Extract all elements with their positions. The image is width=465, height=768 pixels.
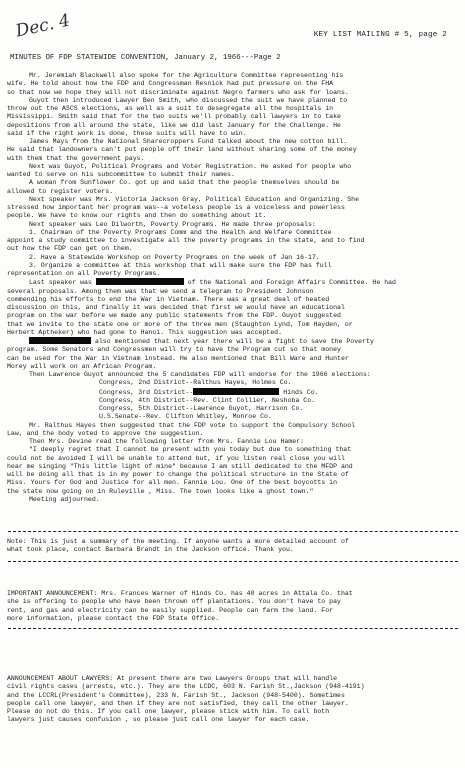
body-line: said if the right work is done, these suits will have to win. — [7, 129, 247, 137]
letter-line: could not be avoided I will be unable to attend but, if you listen real close you will — [7, 454, 345, 462]
body-line: commending his efforts to end the War in Vietnam. There was a great deal of heated — [7, 295, 330, 303]
body-line: James Mays from the National Sharecroppers Fund talked about the new cotton bill. — [29, 138, 348, 145]
announcement-line: she is offering to people who have been thrown off plantations. You don't have to pay — [7, 598, 341, 606]
lawyers-line: lawyers just causes confusion , so please just call one lawyer for each case. — [7, 716, 310, 724]
candidate-line — [7, 388, 459, 397]
note-block — [7, 538, 459, 555]
letter-line: hear me singing "This little light of mine" because I am still dedicated to the MFDP and — [7, 462, 353, 470]
divider — [8, 561, 458, 562]
announcement-line: rent, and gas and electricity can be easily supplied. People can farm the land. For — [7, 606, 334, 614]
letter-line: will be doing all that is in my power to change the political structure in the State of — [7, 471, 349, 478]
handwritten-annotation: Dec. 4 — [14, 10, 72, 42]
body-line: wife. He told about how the FDP and Congressman Resnick had put pressure on the FHA — [7, 80, 334, 88]
body-line: representation on all Poverty Programs. — [7, 270, 161, 277]
body-line: allowed to register voters. — [7, 187, 114, 195]
letter-line: the state now going on in Ruleville , Miss. The town looks like a ghost town." — [7, 487, 314, 495]
announcement-block — [7, 590, 459, 623]
body-line-part: Congress, 3rd District-- — [99, 388, 194, 396]
body-line: depositions from all around the state, like we did last January for the Challenge. He — [7, 121, 341, 129]
letter-line: "I deeply regret that I cannot be present with you today but due to something that — [29, 446, 352, 454]
page-header: KEY LIST MAILING # 5, page 2 — [313, 31, 447, 39]
body-line: discussion on this, and finally it was decided that first we would have an educational — [7, 304, 345, 311]
candidate-line: Congress, 4th District--Rev. Clint Collier, Neshoba Co. — [99, 396, 316, 404]
body-line: 1. Chairman of the Poverty Programs Comm and the Health and Welfare Committee — [29, 228, 332, 236]
lawyers-line: ANNOUNCEMENT ABOUT LAWYERS: At present there are two Lawyers Groups that will handle — [7, 675, 338, 682]
body-line: Mr. Ralthus Hayes then suggested that the FDP vote to support the Compulsory School — [29, 421, 356, 429]
lawyers-line: and the LCCRL(President's Committee), 233 N. Farish St., Jackson (948-5400). Sometimes — [7, 691, 345, 699]
body-line: Then Mrs. Devine read the following letter from Mrs. Fannie Lou Hamer: — [29, 438, 305, 445]
body-line: He said that landowners can't put people off their land without sharing some of the money — [7, 146, 357, 154]
body-line: throw out the ASCS elections, as well as a suit to desegregate all the hospitals in — [7, 105, 334, 112]
lawyers-line: people call one lawyer, and then if they are not satisfied, they call the other lawyer. — [7, 699, 349, 707]
body-line — [7, 337, 459, 346]
body-line: 3. Organize a committee at this workshop that will make sure the FDP has full — [29, 261, 332, 269]
body-line: stressed how important her program was--a voteless people is a voiceless and powerless — [7, 204, 345, 211]
body-line: Law, and the body voted to approve the suggestion. — [7, 429, 204, 437]
candidate-line: U.S.Senate--Rev. Clifton Whitley, Monroe Co. — [99, 413, 272, 421]
body-line: Mississippi. Smith said that for the two suits we'll probably call lawyers in to take — [7, 113, 341, 121]
lawyers-block — [7, 675, 459, 725]
minutes-body — [7, 72, 459, 504]
body-line: A woman from Sunflower Co. got up and said that the people themselves should be — [29, 179, 340, 187]
candidate-line: Congress, 5th District--Lawrence Guyot, Harrison Co. — [99, 405, 304, 412]
body-line: program on the war before we made any public statements from the FDP. Guyot suggested — [7, 312, 341, 320]
body-line: Then Lawrence Guyot announced the 5 candidates FDP will endorse for the 1966 elections: — [29, 371, 371, 378]
note-line: what took place, contact Barbara Brandt in the Jackson office. Thank you. — [7, 546, 294, 554]
body-line: Next speaker was Leo Dilworth, Poverty Programs. He made three proposals: — [29, 220, 316, 228]
divider — [8, 531, 458, 532]
body-line: appoint a study committee to investigate all the poverty programs in the state, and to find — [7, 237, 365, 244]
body-line-part: Hinds Co. — [283, 388, 319, 396]
body-line: Guyot then introduced Lawyer Ben Smith, who discussed the suit we have planned to — [29, 96, 348, 104]
note-line: Note: This is just a summary of the meeting. If anyone wants a more detailed account of — [7, 538, 349, 545]
announcement-line: IMPORTANT ANNOUNCEMENT: Mrs. Frances Warner of Hinds Co. has 40 acres in Attala Co. that — [7, 590, 353, 597]
body-line: can be used for the War in Vietnam instead. He also mentioned that Bill Ware and Hunter — [7, 354, 349, 362]
redaction-bar — [96, 278, 184, 285]
divider — [8, 628, 458, 629]
letter-line: Miss. Yours for God and Justice for all men. Fannie Lou. One of the best boycotts in — [7, 479, 338, 487]
body-line: Next speaker was Mrs. Victoria Jackson Gray, Political Education and Organizing. She — [29, 195, 360, 203]
body-line: that we invite to the state one or more of the three men (Staughton Lynd, Tom Hayden, or — [7, 320, 353, 328]
body-line: 2. Have a Statewide Workshop on Poverty Programs on the week of Jan 16-17. — [29, 253, 320, 261]
body-line: Meeting adjourned. — [29, 495, 100, 503]
body-line: out how the FDP can get on them. — [7, 245, 133, 253]
body-line-part: of the National and Foreign Affairs Committee. He had — [187, 279, 396, 287]
lawyers-line: Please do not do this. If you call one lawyer, please stick with him. To call both — [7, 708, 330, 715]
body-line — [7, 278, 459, 287]
redaction-bar — [29, 337, 91, 344]
body-line: Morey will work on an African Program. — [7, 362, 157, 370]
body-line: people. We have to know our rights and then do something about it. — [7, 212, 267, 220]
redaction-bar — [193, 388, 279, 395]
body-line: with them that the government pays. — [7, 154, 145, 162]
minutes-title: MINUTES OF FDP STATEWIDE CONVENTION, January 2, 1966---Page 2 — [10, 54, 281, 62]
body-line: Next was Guyot, Political Programs and Voter Registration. He asked for people who — [29, 162, 352, 170]
body-line: Mr. Jeremiah Blackwell also spoke for the Agriculture Committee representing his — [29, 72, 344, 79]
announcement-line: more information, please contact the FDP State Office. — [7, 614, 220, 622]
candidate-line: Congress, 2nd District--Ralthus Hayes, Holmes Co. — [99, 379, 292, 387]
body-line-part: also mentioned that next year there will be a fight to save the Poverty — [94, 338, 374, 345]
body-line: program. Some Senators and Congressmen will try to have the Program cut so that money — [7, 346, 341, 354]
body-line: wanted to serve on his subcommittee to submit their names. — [7, 171, 235, 178]
body-line: Herbert Aptheker) who had gone to Hanoi. This suggestion was accepted. — [7, 328, 283, 336]
lawyers-line: civil rights cases (arrests, etc.). They are the LCDC, 603 N. Farish St.,Jackson (948-4191) — [7, 683, 365, 691]
body-line: several proposals. Among them was that we send a telegram to President Johnson — [7, 287, 314, 295]
body-line-part: Last speaker was — [29, 279, 92, 287]
body-line: so that now we hope they will not discriminate against Negro farmers who ask for loans. — [7, 88, 349, 96]
